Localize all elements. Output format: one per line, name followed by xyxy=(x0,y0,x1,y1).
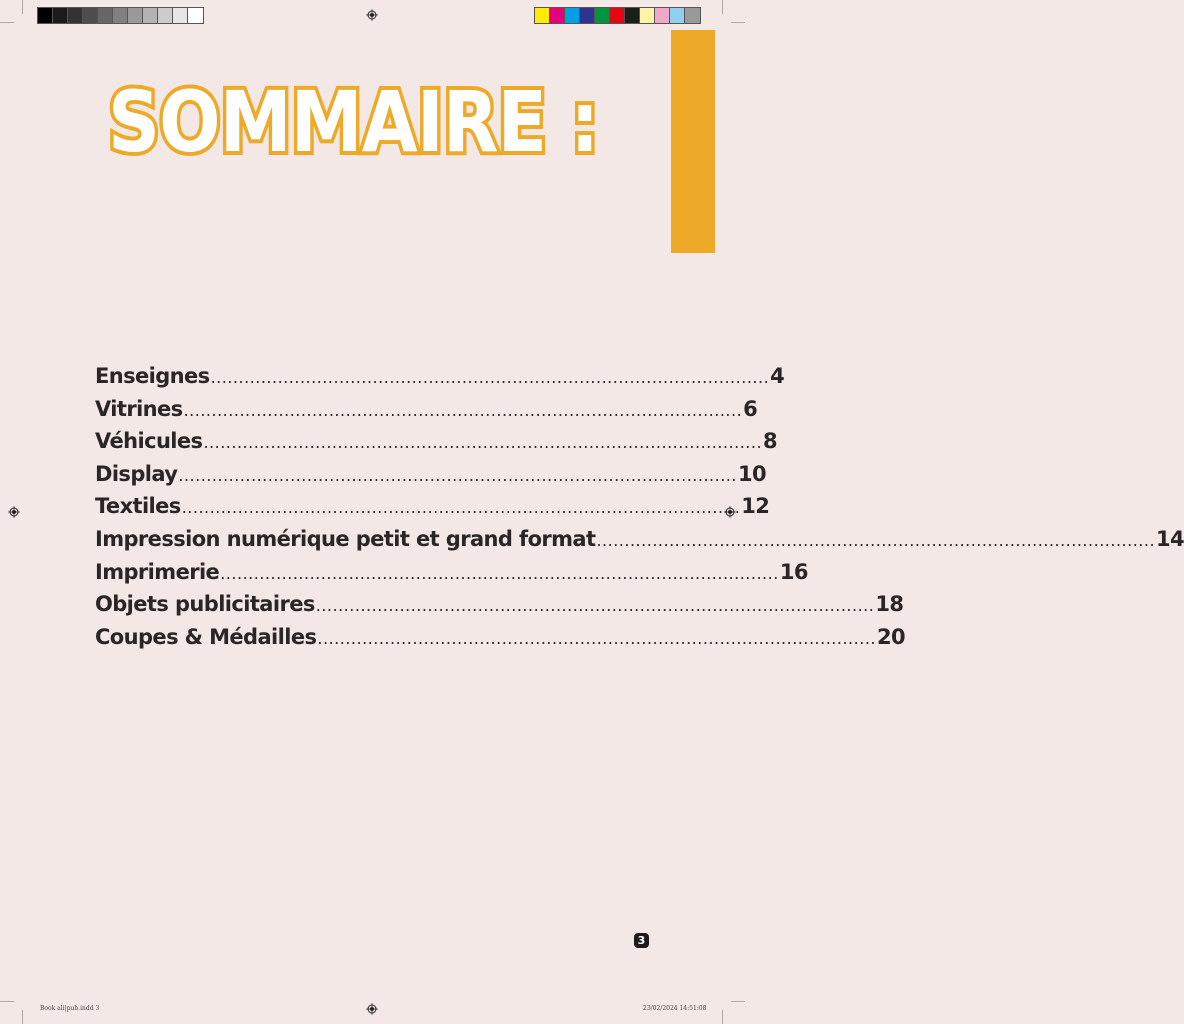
color-swatch xyxy=(655,8,670,23)
color-swatch xyxy=(625,8,640,23)
toc-entry-page: 16 xyxy=(779,559,808,584)
toc-entry xyxy=(95,429,778,462)
gray-swatch xyxy=(38,8,53,23)
toc-entry-label: Véhicules xyxy=(95,429,203,454)
table-of-contents xyxy=(95,364,1184,657)
crop-mark xyxy=(722,0,723,14)
slug-filename: Book ali|pub.indd 3 xyxy=(40,1005,100,1012)
gray-swatch xyxy=(83,8,98,23)
toc-entry xyxy=(95,624,906,658)
toc-entry-page: 18 xyxy=(875,592,904,617)
toc-entry-label: Coupes & Médailles xyxy=(95,624,317,649)
toc-leader-dots: .................................................................................................... xyxy=(220,563,779,583)
slug-timestamp: 23/02/2024 14:51:08 xyxy=(643,1005,707,1012)
crop-mark xyxy=(22,1010,23,1024)
registration-mark-icon xyxy=(8,506,20,518)
gray-swatch xyxy=(53,8,68,23)
crop-mark xyxy=(722,1010,723,1024)
gray-swatch xyxy=(68,8,83,23)
gray-swatch xyxy=(188,8,203,23)
toc-entry-label: Enseignes xyxy=(95,364,210,388)
toc-leader-dots: .................................................................................................... xyxy=(203,433,763,453)
toc-entry-page: 20 xyxy=(876,624,906,649)
color-swatch xyxy=(670,8,685,23)
toc-entry-label: Impression numérique petit et grand format xyxy=(95,526,596,551)
toc-entry xyxy=(95,592,904,625)
toc-entry xyxy=(95,559,808,593)
toc-entry-label: Objets publicitaires xyxy=(95,592,315,617)
toc-entry-page: 14 xyxy=(1156,526,1184,551)
color-swatch xyxy=(535,8,550,23)
toc-leader-dots: .................................................................................................... xyxy=(315,596,875,616)
gray-swatch xyxy=(113,8,128,23)
color-swatch xyxy=(595,8,610,23)
registration-mark-icon xyxy=(366,9,378,21)
toc-entry xyxy=(95,364,785,397)
color-swatch xyxy=(685,8,700,23)
gray-swatch xyxy=(173,8,188,23)
toc-entry xyxy=(95,461,766,495)
color-calibration-bar xyxy=(534,7,701,24)
toc-entry-page: 8 xyxy=(763,429,778,454)
toc-leader-dots: .................................................................................................... xyxy=(181,498,741,518)
gray-swatch xyxy=(143,8,158,23)
toc-entry-label: Vitrines xyxy=(95,396,183,421)
gray-swatch xyxy=(98,8,113,23)
crop-mark xyxy=(0,22,14,23)
toc-leader-dots: .................................................................................................... xyxy=(210,368,770,387)
toc-entry xyxy=(95,494,770,527)
toc-entry-label: Imprimerie xyxy=(95,559,220,584)
color-swatch xyxy=(550,8,565,23)
color-swatch xyxy=(640,8,655,23)
gray-swatch xyxy=(158,8,173,23)
page-number-badge: 3 xyxy=(634,933,649,948)
color-swatch xyxy=(610,8,625,23)
toc-leader-dots: .................................................................................................... xyxy=(596,530,1156,550)
toc-entry-label: Display xyxy=(95,461,178,486)
accent-block xyxy=(671,30,715,253)
color-swatch xyxy=(565,8,580,23)
crop-mark xyxy=(0,1001,14,1002)
crop-mark xyxy=(731,1001,745,1002)
toc-entry-label: Textiles xyxy=(95,494,181,519)
crop-mark xyxy=(731,22,745,23)
gray-swatch xyxy=(128,8,143,23)
page-title: SOMMAIRE : xyxy=(108,73,599,171)
toc-entry-page: 12 xyxy=(741,494,770,519)
toc-entry xyxy=(95,526,1184,560)
toc-entry-page: 6 xyxy=(743,396,758,421)
toc-entry-page: 10 xyxy=(737,461,766,486)
crop-mark xyxy=(22,0,23,14)
registration-mark-icon xyxy=(366,1003,378,1015)
toc-entry xyxy=(95,396,758,430)
color-swatch xyxy=(580,8,595,23)
toc-leader-dots: .................................................................................................... xyxy=(317,628,876,648)
toc-leader-dots: .................................................................................................... xyxy=(183,400,743,420)
toc-entry-page: 4 xyxy=(770,364,785,388)
gray-calibration-bar xyxy=(37,7,204,24)
toc-leader-dots: .................................................................................................... xyxy=(178,465,737,485)
